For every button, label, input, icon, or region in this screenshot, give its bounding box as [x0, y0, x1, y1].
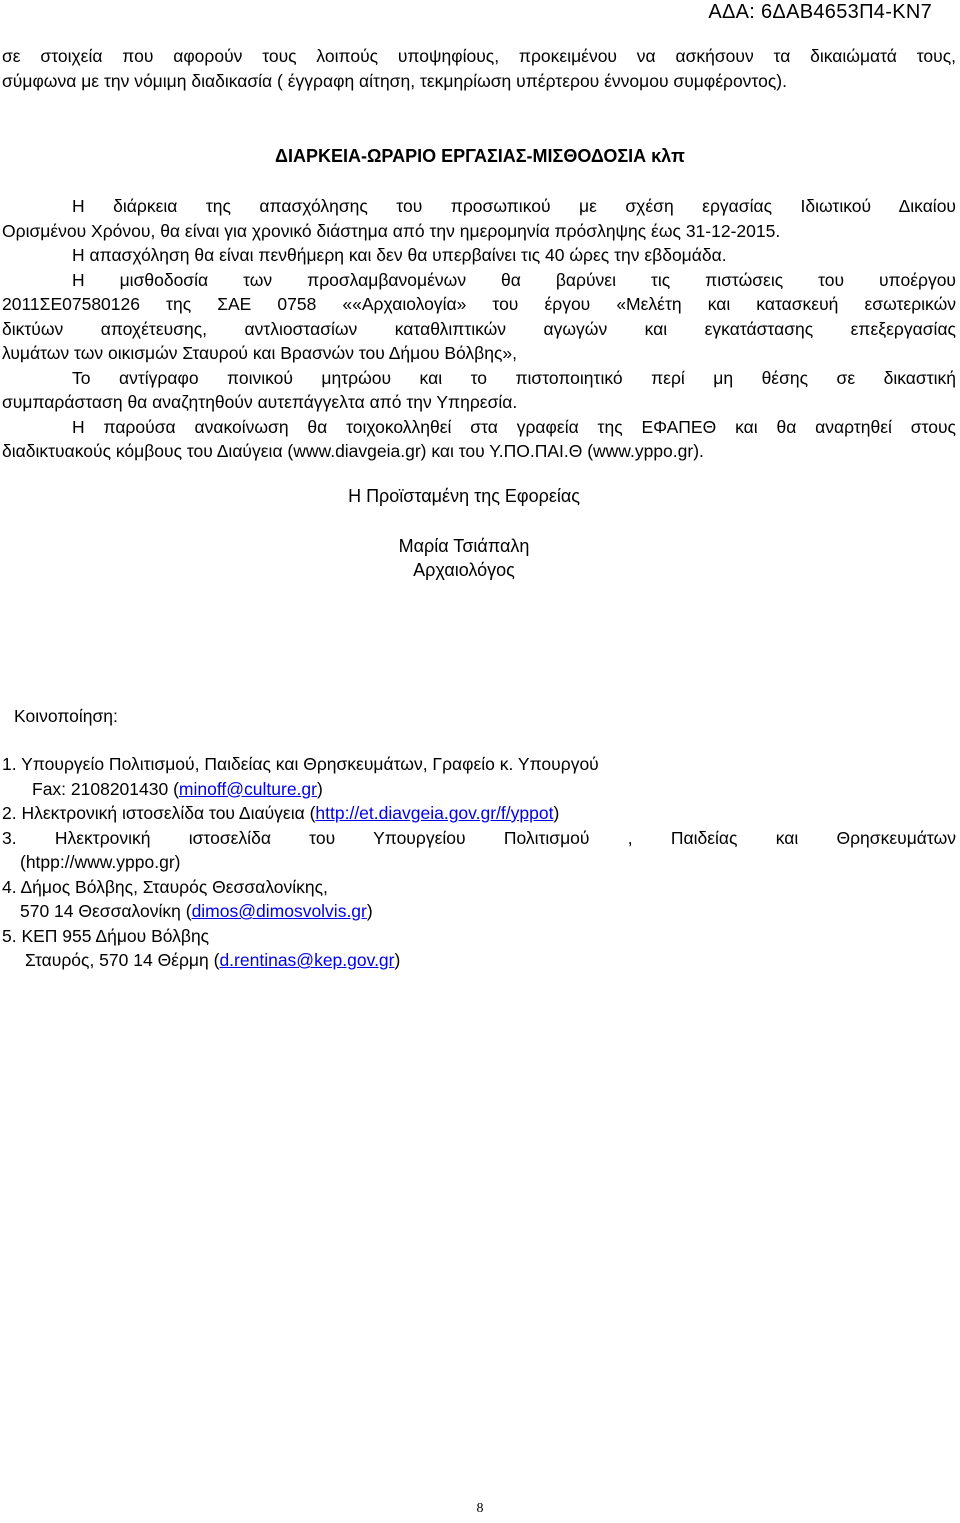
recipient-4-prefix: 570 14 Θεσσαλονίκη (	[20, 901, 192, 921]
recipient-1-fax-prefix: Fax: 2108201430 (	[32, 778, 179, 799]
signature-role: Η Προϊσταμένη της Εφορείας	[348, 486, 580, 506]
recipient-2-suffix: )	[553, 803, 560, 823]
recipient-2	[2, 801, 956, 826]
payroll-line-3: δικτύων αποχέτευσης, αντλιοστασίων καταθλιπτικών αγωγών και εγκατάστασης επεξεργασίας	[2, 318, 956, 339]
recipient-5-suffix: )	[394, 950, 401, 970]
recipient-5-address	[2, 948, 956, 973]
posting-line-1: Η παρούσα ανακοίνωση θα τοιχοκολληθεί στα γραφεία της ΕΦΑΠΕΘ και θα αναρτηθεί στους	[72, 416, 956, 437]
recipient-5-prefix: Σταυρός, 570 14 Θέρμη (	[25, 950, 220, 970]
posting-line-2: διαδικτυακούς κόμβους του Διαύγεια (www.diavgeia.gr) και του Υ.ΠΟ.ΠΑΙ.Θ (www.yppo.gr).	[2, 441, 704, 461]
recipient-3-url: (htpp://www.yppo.gr)	[20, 852, 181, 872]
recipient-1-suffix: )	[316, 778, 323, 799]
criminal-record-line-2: συμπαράσταση θα αναζητηθούν αυτεπάγγελτα από την Υπηρεσία.	[2, 392, 518, 412]
recipient-4-email-link[interactable]: dimos@dimosvolvis.gr	[191, 901, 367, 921]
duration-paragraph	[2, 194, 956, 464]
section-title: ΔΙΑΡΚΕΙΑ-ΩΡΑΡΙΟ ΕΡΓΑΣΙΑΣ-ΜΙΣΘΟΔΟΣΙΑ κλπ	[275, 146, 685, 166]
recipient-5-email-link[interactable]: d.rentinas@kep.gov.gr	[219, 950, 395, 970]
intro-line-1: σε στοιχεία που αφορούν τους λοιπούς υποψηφίους, προκειμένου να ασκήσουν τα δικαιώματά τους,	[2, 46, 956, 66]
intro-paragraph	[2, 44, 956, 93]
recipient-4-suffix: )	[366, 901, 373, 921]
signature-name: Μαρία Τσιάπαλη	[398, 536, 530, 556]
duration-line-2: Ορισμένου Χρόνου, θα είναι για χρονικό διάστημα από την ημερομηνία πρόσληψης έως 31-12-2015.	[2, 220, 781, 241]
payroll-line-4: λυμάτων των οικισμών Σταυρού και Βρασνών του Δήμου Βόλβης»,	[2, 343, 518, 363]
payroll-line-2: 2011ΣΕ07580126 της ΣΑΕ 0758 ««Αρχαιολογία» του έργου «Μελέτη και κατασκευή εσωτερικών	[2, 294, 956, 314]
ada-code: ΑΔΑ: 6ΔΑΒ4653Π4-ΚΝ7	[708, 1, 932, 23]
recipient-1-email-link[interactable]: minoff@culture.gr	[178, 778, 317, 799]
recipients-label: Κοινοποίηση:	[14, 706, 118, 726]
duration-line-1: Η διάρκεια της απασχόλησης του προσωπικού με σχέση εργασίας Ιδιωτικού Δικαίου	[72, 196, 956, 216]
schedule-line: Η απασχόληση θα είναι πενθήμερη και δεν θα υπερβαίνει τις 40 ώρες την εβδομάδα.	[72, 245, 727, 265]
recipient-1: 1. Υπουργείο Πολιτισμού, Παιδείας και Θρησκευμάτων, Γραφείο κ. Υπουργού	[2, 754, 599, 774]
recipient-3: 3. Ηλεκτρονική ιστοσελίδα του Υπουργείου Πολιτισμού , Παιδείας και Θρησκευμάτων	[2, 827, 956, 848]
page-number: 8	[476, 1501, 484, 1516]
recipient-4-address	[2, 899, 956, 924]
recipients-list	[2, 752, 956, 973]
intro-line-2: σύμφωνα με την νόμιμη διαδικασία ( έγγραφη αίτηση, τεκμηρίωση υπέρτερου έννομου συμφέροντος).	[2, 70, 787, 91]
recipient-2-link[interactable]: http://et.diavgeia.gov.gr/f/yppot	[315, 803, 554, 823]
recipient-4: 4. Δήμος Βόλβης, Σταυρός Θεσσαλονίκης,	[2, 876, 328, 897]
payroll-line-1: Η μισθοδοσία των προσλαμβανομένων θα βαρύνει τις πιστώσεις του υποέργου	[72, 269, 956, 290]
criminal-record-line-1: Το αντίγραφο ποινικού μητρώου και το πιστοποιητικό περί μη θέσης σε δικαστική	[72, 367, 956, 388]
recipient-5: 5. ΚΕΠ 955 Δήμου Βόλβης	[2, 925, 210, 946]
signature-title: Αρχαιολόγος	[413, 560, 515, 580]
recipient-1-fax	[2, 777, 956, 802]
recipient-2-prefix: 2. Ηλεκτρονική ιστοσελίδα του Διαύγεια (	[2, 803, 316, 823]
